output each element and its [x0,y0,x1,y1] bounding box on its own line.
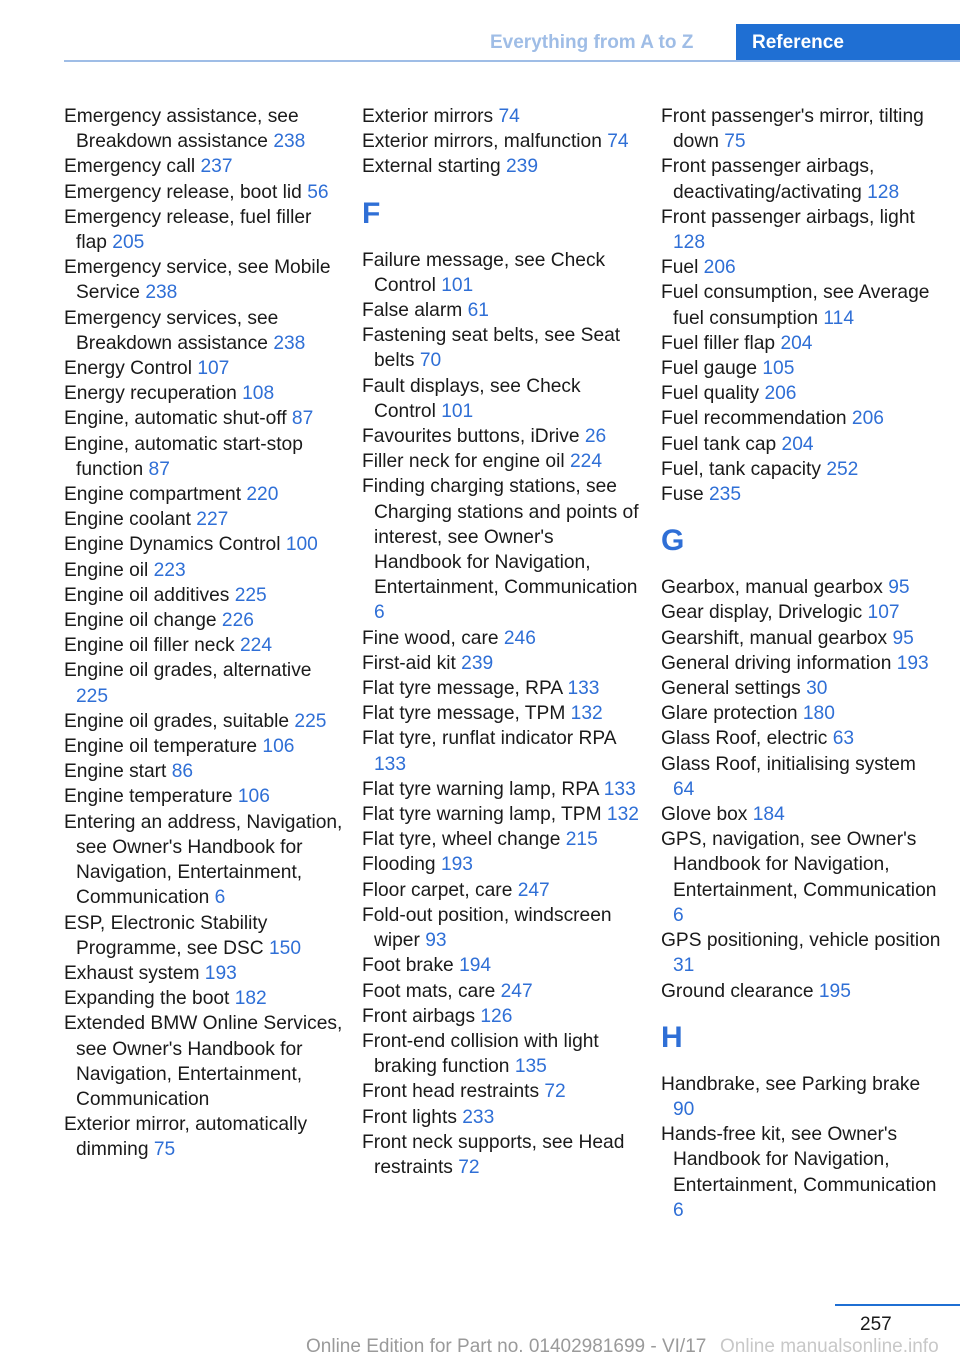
page-link[interactable]: 182 [234,988,267,1010]
page-link[interactable]: 247 [517,879,550,901]
entry-text: Engine oil grades, suitable [64,710,290,732]
page-link[interactable]: 132 [606,804,639,826]
page-link[interactable]: 93 [425,930,447,952]
index-column-3 [661,104,941,1223]
section-letter: G [661,524,685,558]
entry-text: Engine Dynamics Control [64,534,281,556]
entry-text: Foot brake [362,955,454,977]
page-link[interactable]: 95 [892,627,914,649]
entry-text: Energy recuperation [64,383,237,405]
entry-text: Extended BMW Online Services, see Owner's Handbook for Navigation, Entertainment, Communication [64,1013,343,1110]
page-link[interactable]: 106 [237,786,270,808]
index-entry [661,154,941,204]
entry-text: Glass Roof, initialising system [661,753,916,775]
page-link[interactable]: 204 [781,433,814,455]
index-entry [362,1029,642,1079]
entry-text: Engine oil change [64,610,217,632]
page-link[interactable]: 90 [673,1098,695,1120]
entry-text: Filler neck for engine oil [362,451,565,473]
chapter-title: Reference [752,32,844,53]
entry-text: Fold-out position, windscreen wiper [362,904,612,952]
page-header [0,24,960,62]
entry-text: First-aid kit [362,652,456,674]
index-entry [661,432,941,457]
entry-text: GPS, navigation, see Owner's Handbook for Navigation, Entertainment, Communication [661,829,937,901]
page-link[interactable]: 184 [752,804,785,826]
index-entry [362,852,642,877]
entry-text: Engine oil grades, alternative [64,660,312,682]
entry-text: Front passenger airbags, deactivating/activating [661,156,875,203]
page-link[interactable]: 72 [458,1156,480,1178]
entry-text: Emergency release, fuel filler flap [64,206,312,254]
page-link[interactable]: 6 [673,1199,684,1221]
index-entry [362,248,642,298]
page-link[interactable]: 63 [832,728,855,750]
index-entry [64,532,344,557]
index-entry [64,633,344,658]
entry-text: Gearbox, manual gearbox [661,577,883,599]
index-entry [661,626,941,651]
entry-text: Fuel recommendation [661,408,847,430]
index-entry [661,676,941,701]
index-entry [64,784,344,809]
index-column-2 [362,104,642,1180]
page-link[interactable]: 30 [806,678,828,700]
page-link[interactable]: 194 [459,955,492,977]
entry-text: Emergency services, see Breakdown assistance [64,307,279,354]
index-entry [661,802,941,827]
page-link[interactable]: 107 [197,358,230,380]
index-entry [362,903,642,953]
index-entry [661,600,941,625]
entry-text: Front passenger airbags, light [661,206,915,228]
index-entry [661,701,941,726]
index-entry [64,507,344,532]
page-link[interactable]: 227 [196,509,229,531]
index-entry [661,1072,941,1122]
index-entry [661,205,941,255]
entry-text: Front lights [362,1106,457,1128]
page-link[interactable]: 87 [148,458,170,480]
page-link[interactable]: 193 [204,962,237,984]
page-link[interactable]: 224 [569,451,602,473]
header-rule [64,60,960,62]
page-link[interactable]: 205 [112,232,145,254]
index-entry [661,827,941,928]
index-entry [64,432,344,482]
index-entry [661,1122,941,1223]
entry-text: Fuse [661,484,704,506]
page-link[interactable]: 180 [802,703,835,725]
section-title: Everything from A to Z [490,32,694,53]
page-link[interactable]: 135 [514,1056,547,1078]
index-entry [362,626,642,651]
page-link[interactable]: 105 [762,358,795,380]
page-link[interactable]: 252 [826,458,859,480]
page-link[interactable]: 150 [269,937,302,959]
entry-text: Gear display, Drivelogic [661,602,863,624]
page-link[interactable]: 239 [461,652,494,674]
page-number: 257 [860,1314,892,1335]
entry-text: Flat tyre message, TPM [362,703,566,725]
page-link[interactable]: 128 [673,232,706,254]
page-link[interactable]: 239 [506,156,539,178]
page-link[interactable]: 246 [503,627,536,649]
index-entry [64,810,344,911]
page-link[interactable]: 114 [823,307,854,329]
entry-text: Engine, automatic start-stop function [64,433,303,480]
index-entry [64,255,344,305]
page-link[interactable]: 223 [153,559,186,581]
page-link[interactable]: 6 [374,602,385,624]
entry-text: Front head restraints [362,1081,540,1103]
index-entry [362,651,642,676]
entry-text: Fuel gauge [661,358,758,380]
index-entry [362,726,642,776]
page-link[interactable]: 132 [570,703,603,725]
index-entry [661,104,941,154]
entry-text: Favourites buttons, iDrive [362,426,580,448]
entry-text: Emergency call [64,156,196,178]
page-link[interactable]: 133 [567,678,600,700]
page-link[interactable]: 238 [273,332,306,354]
page-link[interactable]: 204 [780,332,813,354]
footer-rule [835,1304,960,1306]
entry-text: General driving information [661,652,892,674]
index-entry [64,608,344,633]
page-link[interactable]: 128 [867,181,900,203]
index-entry [362,104,642,129]
entry-text: Entering an address, Navigation, see Owner's Handbook for Navigation, Entertainment, Communication [64,811,343,909]
entry-text: GPS positioning, vehicle position [661,930,941,952]
index-entry [64,356,344,381]
index-entry [64,1011,344,1112]
index-entry [362,878,642,903]
index-entry [362,827,642,852]
entry-text: Engine oil additives [64,584,230,606]
index-entry [661,406,941,431]
entry-text: Finding charging stations, see Charging stations and points of interest, see Owner's Handbook for Navigation, Entertainment, Communication [362,476,639,599]
page-link[interactable]: 225 [234,584,267,606]
index-entry [362,1105,642,1130]
page-link[interactable]: 74 [498,106,520,127]
index-entry [64,709,344,734]
entry-text: Fuel [661,257,699,279]
page-link[interactable]: 107 [867,602,900,624]
page-link[interactable]: 238 [145,282,178,304]
chapter-tab[interactable] [736,24,960,62]
index-entry [64,406,344,431]
index-entry [64,986,344,1011]
entry-text: Hands-free kit, see Owner's Handbook for Navigation, Entertainment, Communication [661,1124,937,1196]
page-link[interactable]: 220 [246,484,279,506]
entry-text: Front neck supports, see Head restraints [362,1131,625,1178]
entry-text: Ground clearance [661,980,814,1002]
entry-text: Glove box [661,804,748,826]
index-entry [362,802,642,827]
index-entry [64,558,344,583]
entry-text: Foot mats, care [362,980,496,1002]
entry-text: Flat tyre, wheel change [362,829,561,851]
page-link[interactable]: 87 [291,408,314,430]
entry-text: Glass Roof, electric [661,728,828,750]
page-link[interactable]: 26 [584,426,607,448]
entry-text: Emergency service, see Mobile Service [64,257,331,304]
entry-text: Front-end collision with light braking function [362,1030,599,1078]
page-link[interactable]: 206 [764,383,797,405]
entry-text: Handbrake, see Parking brake [661,1073,921,1095]
index-entry [661,356,941,381]
entry-text: Fine wood, care [362,627,499,649]
index-entry [362,701,642,726]
entry-text: Engine coolant [64,509,191,531]
index-entry [362,424,642,449]
index-entry [64,1112,344,1162]
entry-text: Exterior mirrors, malfunction [362,131,602,153]
page-link[interactable]: 6 [673,904,684,926]
page-link[interactable]: 6 [214,887,226,909]
index-entry [64,658,344,708]
entry-text: Exterior mirrors [362,106,494,127]
index-entry [362,777,642,802]
page-link[interactable]: 75 [153,1139,176,1161]
entry-text: Emergency assistance, see Breakdown assistance [64,106,299,153]
page-link[interactable]: 226 [221,610,254,632]
entry-text: Gearshift, manual gearbox [661,627,888,649]
index-entry [64,911,344,961]
index-entry [362,1130,642,1180]
index-entry [661,979,941,1004]
entry-text: Flat tyre warning lamp, RPA [362,778,599,800]
index-entry [64,482,344,507]
entry-text: Engine compartment [64,484,242,506]
entry-text: Exterior mirror, automatically dimming [64,1114,308,1161]
page-link[interactable]: 224 [240,635,273,657]
index-column-1 [64,104,344,1163]
entry-text: Flat tyre, runflat indicator RPA [362,728,616,750]
entry-text: Engine, automatic shut-off [64,408,287,430]
page-link[interactable]: 75 [724,131,746,153]
index-entry [661,381,941,406]
entry-text: External starting [362,156,501,178]
index-entry [661,928,941,978]
page-link[interactable]: 235 [709,484,742,506]
index-entry [362,298,642,323]
index-entry [362,129,642,154]
entry-text: ESP, Electronic Stability Programme, see DSC [64,912,268,959]
index-entry [661,331,941,356]
entry-text: Failure message, see Check Control [362,249,606,296]
entry-text: Flat tyre warning lamp, TPM [362,804,602,826]
entry-text: Expanding the boot [64,988,230,1010]
entry-text: False alarm [362,300,463,322]
entry-text: Engine temperature [64,786,233,808]
page-link[interactable]: 206 [703,257,736,279]
page-link[interactable]: 225 [76,685,109,707]
entry-text: Emergency release, boot lid [64,181,302,203]
index-entry [362,474,642,625]
entry-text: Front passenger's mirror, tilting down [661,106,924,153]
entry-text: Exhaust system [64,962,200,984]
entry-text: Engine oil temperature [64,736,258,758]
entry-text: Fuel consumption, see Average fuel consumption [661,282,930,329]
index-entry [661,482,941,507]
index-entry [661,726,941,751]
entry-text: Front airbags [362,1005,476,1027]
page-link[interactable]: 95 [888,577,910,599]
page-link[interactable]: 225 [294,710,327,732]
page-link[interactable]: 72 [544,1081,566,1103]
entry-text: Glare protection [661,703,798,725]
entry-text: Fuel tank cap [661,433,777,455]
page-link[interactable]: 193 [896,652,929,674]
index-entry [64,583,344,608]
index-entry [64,306,344,356]
entry-text: Engine oil filler neck [64,635,235,657]
index-entry [64,104,344,154]
page-link[interactable]: 193 [440,854,473,876]
entry-text: Engine start [64,761,167,783]
index-entry [64,759,344,784]
watermark: Online manualsonline.info [720,1336,939,1357]
page-link[interactable]: 61 [467,300,489,322]
page-link[interactable]: 206 [851,408,884,430]
index-entry [362,1004,642,1029]
page-link[interactable]: 64 [673,778,695,800]
page-link[interactable]: 237 [200,156,233,178]
index-entry [362,953,642,978]
index-entry [64,381,344,406]
entry-text: Fuel quality [661,383,760,405]
edition-note: Online Edition for Part no. 01402981699 - VI/17 [306,1336,707,1357]
index-entry [661,457,941,482]
page-link[interactable]: 247 [500,980,533,1002]
page-link[interactable]: 56 [307,181,329,203]
page-link[interactable]: 126 [480,1005,513,1027]
index-entry [661,255,941,280]
entry-text: Fuel, tank capacity [661,458,821,480]
section-letter: H [661,1020,683,1054]
index-entry [661,280,941,330]
index-entry [362,323,642,373]
entry-text: Engine oil [64,559,149,581]
entry-text: Energy Control [64,358,192,380]
page-link[interactable]: 195 [818,980,851,1002]
index-entry [362,676,642,701]
index-entry [64,205,344,255]
index-entry [64,961,344,986]
section-letter: F [362,196,381,230]
page-link[interactable]: 70 [419,350,442,372]
page-link[interactable]: 100 [285,534,318,556]
index-entry [661,752,941,802]
page-link[interactable]: 31 [673,955,695,977]
page-link[interactable]: 86 [171,761,194,783]
entry-text: Floor carpet, care [362,879,513,901]
entry-text: Flooding [362,854,436,876]
entry-text: Fault displays, see Check Control [362,375,581,422]
index-entry [362,1079,642,1104]
entry-text: General settings [661,678,801,700]
page-link[interactable]: 215 [565,829,598,851]
page-link[interactable]: 106 [262,736,295,758]
page-link[interactable]: 238 [273,131,306,153]
page-link[interactable]: 101 [441,400,474,422]
index-entry [362,979,642,1004]
page-link[interactable]: 74 [607,131,629,153]
index-entry [362,154,642,179]
page-link[interactable]: 101 [441,274,474,296]
page-link[interactable]: 233 [462,1106,495,1128]
index-entry [64,180,344,205]
page-link[interactable]: 133 [603,778,636,800]
index-entry [64,734,344,759]
page-link[interactable]: 108 [242,383,275,405]
page-link[interactable]: 133 [374,753,407,775]
index-entry [661,575,941,600]
entry-text: Fastening seat belts, see Seat belts [362,325,621,372]
index-entry [362,449,642,474]
entry-text: Fuel filler flap [661,332,776,354]
entry-text: Flat tyre message, RPA [362,678,563,700]
index-entry [362,374,642,424]
index-entry [661,651,941,676]
index-entry [64,154,344,179]
